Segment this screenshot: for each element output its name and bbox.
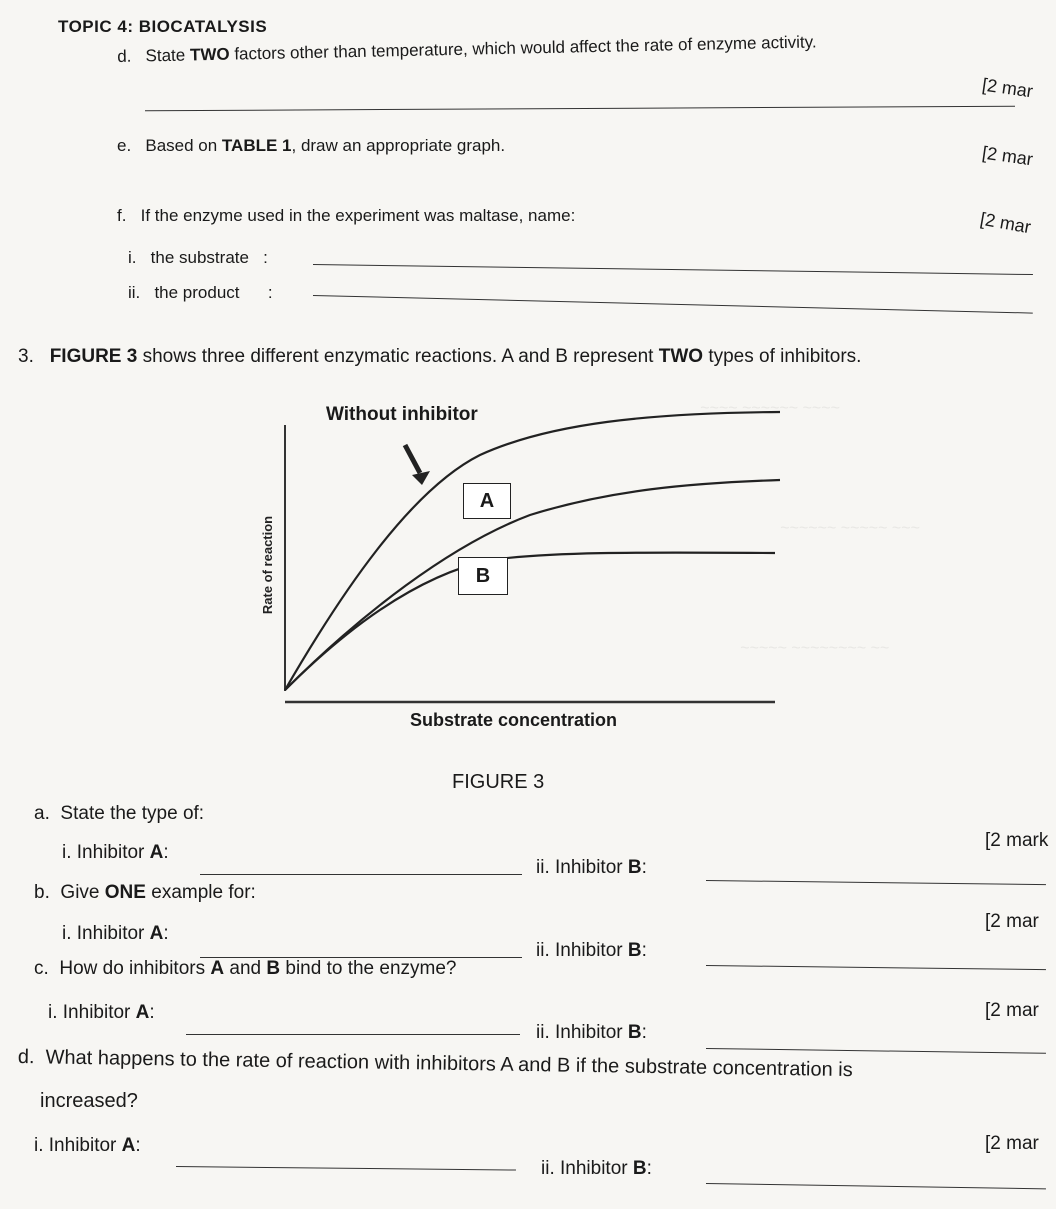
question-3d-line2: increased? (40, 1090, 138, 1112)
inhibitor-b-row (536, 1022, 647, 1044)
item-number: ii. (128, 283, 141, 302)
question-number: 3. (18, 346, 34, 367)
y-axis-label: Rate of reaction (260, 515, 275, 615)
item-colon: : (641, 1022, 647, 1043)
item-label: i. Inhibitor (48, 1002, 136, 1023)
question-text: factors other than temperature, which would affect the rate of enzyme activity. (229, 32, 817, 64)
question-text-bold: TWO (189, 44, 230, 65)
question-text-bold: TWO (658, 346, 704, 367)
sub-item-substrate (128, 248, 268, 268)
item-label-bold: A (149, 923, 164, 944)
item-label: ii. Inhibitor (536, 940, 628, 961)
topic-heading: TOPIC 4: BIOCATALYSIS (58, 17, 268, 36)
item-colon: : (149, 1002, 155, 1023)
bleed-through-text: ~~~~~~ ~~~~~ ~~~ (780, 520, 920, 537)
question-letter: e. (117, 136, 132, 155)
marks-label: [2 mar (985, 1000, 1039, 1021)
question-text: State (145, 45, 191, 66)
question-letter: f. (117, 206, 127, 225)
question-letter: b. (34, 882, 50, 903)
curve-label-without-inhibitor: Without inhibitor (326, 404, 478, 425)
question-text: Based on (145, 136, 222, 155)
question-text: How do inhibitors (59, 958, 211, 979)
question-text: What happens to the rate of reaction with inhibitors A and B if the substrate concentration is (45, 1046, 853, 1082)
answer-line[interactable] (200, 874, 522, 875)
item-label-bold: A (149, 842, 164, 863)
question-text: example for: (145, 882, 256, 903)
question-letter: d. (117, 46, 132, 66)
answer-line[interactable] (706, 1048, 1046, 1054)
item-colon: : (641, 857, 647, 878)
question-3b (34, 882, 256, 904)
question-text: shows three different enzymatic reactions. A and B represent (137, 346, 659, 367)
question-text-bold: TABLE 1 (221, 136, 292, 155)
item-label: the product (154, 283, 240, 302)
enzyme-inhibition-figure (250, 395, 790, 740)
figure-caption: FIGURE 3 (452, 771, 545, 793)
question-text: If the enzyme used in the experiment was maltase, name: (140, 206, 576, 225)
item-number: i. (128, 248, 137, 267)
item-label: ii. Inhibitor (536, 1022, 628, 1043)
item-label: i. Inhibitor (62, 923, 150, 944)
item-label: i. Inhibitor (62, 842, 150, 863)
question-3a (34, 803, 204, 825)
item-colon: : (641, 940, 647, 961)
question-3d (18, 1046, 853, 1082)
question-3 (18, 346, 861, 368)
item-label-bold: A (121, 1135, 136, 1156)
question-letter: d. (17, 1046, 35, 1069)
answer-line[interactable] (145, 106, 1015, 112)
inhibitor-a-row (34, 1135, 141, 1157)
marks-label: [2 mar (978, 208, 1033, 238)
marks-label: [2 mar (985, 1133, 1039, 1154)
question-text: bind to the enzyme? (280, 958, 457, 979)
bleed-through-text: ~~~~~ ~~~~~~~~ ~~ (740, 640, 890, 657)
curve-without-inhibitor (285, 412, 780, 690)
question-text: State the type of: (60, 803, 205, 824)
item-label-bold: B (627, 857, 642, 878)
answer-line[interactable] (313, 295, 1033, 314)
marks-label: [2 mar (980, 142, 1035, 170)
pointer-arrow-shaft (405, 445, 420, 473)
answer-line[interactable] (176, 1166, 516, 1171)
question-text: , draw an appropriate graph. (291, 136, 506, 155)
sub-item-product (128, 283, 273, 303)
pointer-arrow-head (412, 471, 430, 485)
label-box-a: A (463, 483, 511, 519)
item-colon: : (163, 923, 169, 944)
item-colon: : (135, 1135, 141, 1156)
inhibitor-b-row (541, 1158, 652, 1180)
question-letter: c. (34, 958, 49, 979)
x-axis-label: Substrate concentration (410, 710, 618, 730)
item-label: ii. Inhibitor (541, 1158, 633, 1179)
question-f (117, 206, 575, 226)
question-text-bold: ONE (104, 882, 146, 903)
question-text: Give (60, 882, 105, 903)
answer-line[interactable] (706, 965, 1046, 970)
question-text-bold: A (210, 958, 225, 979)
question-text: types of inhibitors. (703, 346, 862, 367)
inhibitor-b-row (536, 857, 647, 879)
item-colon: : (646, 1158, 652, 1179)
inhibitor-a-row (48, 1002, 155, 1024)
question-3c (34, 958, 457, 980)
inhibitor-a-row (62, 842, 169, 864)
question-letter: a. (34, 803, 50, 824)
item-label-bold: B (632, 1158, 647, 1179)
item-colon: : (163, 842, 169, 863)
item-colon: : (263, 248, 268, 267)
answer-line[interactable] (313, 264, 1033, 275)
item-colon: : (267, 283, 273, 302)
item-label-bold: B (627, 1022, 642, 1043)
question-text-bold: FIGURE 3 (49, 346, 138, 367)
item-label: ii. Inhibitor (536, 857, 628, 878)
bleed-through-text: ~~~~ ~~~~~~ ~~~~ (700, 400, 840, 417)
marks-label: [2 mar (985, 911, 1039, 932)
marks-label: [2 mar (980, 74, 1035, 102)
question-d (117, 32, 817, 67)
label-box-b: B (458, 557, 508, 595)
answer-line[interactable] (706, 880, 1046, 885)
inhibitor-a-row (62, 923, 169, 945)
answer-line[interactable] (706, 1183, 1046, 1189)
inhibitor-b-row (536, 940, 647, 962)
marks-label: [2 mark (985, 830, 1049, 851)
curve-inhibitor-a (285, 480, 780, 690)
item-label: the substrate (150, 248, 249, 267)
question-text-bold: B (266, 958, 281, 979)
item-label-bold: A (135, 1002, 150, 1023)
question-text: and (224, 958, 267, 979)
item-label-bold: B (627, 940, 642, 961)
item-label: i. Inhibitor (34, 1135, 122, 1156)
question-e (117, 136, 505, 156)
answer-line[interactable] (186, 1034, 520, 1035)
